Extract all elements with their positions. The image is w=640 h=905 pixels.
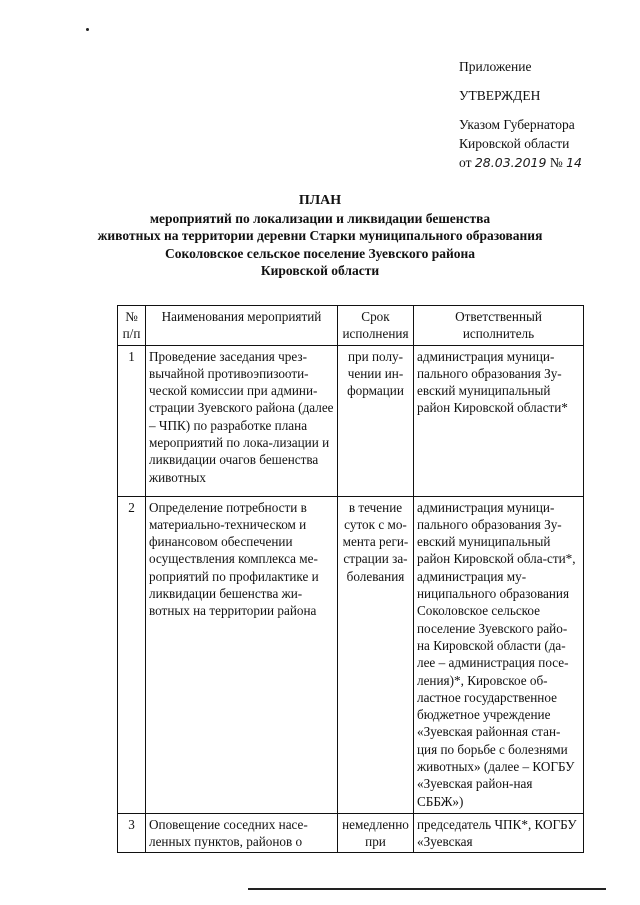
header-name: Наименования мероприятий — [146, 306, 338, 346]
row-measure: Проведение заседания чрез-вычайной противоэпизооти-ческой комиссии при админи-страции Зуевского района (далее – ЧПК) по разработке плана мероприятий по лока-лизации и ликвидации очагов бешенства животных — [146, 345, 338, 496]
header-num-line-2: п/п — [122, 326, 141, 342]
title-line-1: мероприятий по локализации и ликвидации бешенства — [149, 210, 491, 226]
title-line-4: Кировской области — [260, 263, 380, 278]
approved-label: УТВЕРЖДЕН — [459, 88, 541, 103]
table-row — [118, 345, 584, 496]
table-row — [118, 813, 584, 853]
plan-heading: ПЛАН — [298, 193, 342, 208]
header-resp-line-2: исполнитель — [462, 326, 535, 342]
row-measure: Оповещение соседних насе-ленных пунктов, районов о — [146, 813, 338, 853]
row-term: при полу-чении ин-формации — [338, 345, 414, 496]
table-header-row — [118, 306, 584, 346]
row-number: 1 — [118, 345, 146, 496]
measures-table — [117, 305, 584, 853]
header-num-line-1: № — [125, 309, 138, 324]
header-num — [118, 306, 146, 346]
row-responsible: администрация муници-пального образования Зу-евский муниципальный район Кировской обла-сти*, администрация му-ниципального образования Соколовское сельское поселение Зуевского райо-на Кировской области (да-лее – администрация посе-ления)*, Кировское об-ластное государственное бюджетное учреждение «Зуевская районная стан-ция по борьбе с болезнями животных» (далее – КОГБУ «Зуевская район-ная СББЖ») — [414, 496, 584, 813]
header-term-line-1: Срок — [361, 309, 390, 324]
row-number: 3 — [118, 813, 146, 853]
title-line-2: животных на территории деревни Старки муниципального образования — [97, 228, 543, 243]
approval-block — [459, 57, 629, 172]
decree-line-2: Кировской области — [459, 136, 570, 151]
row-term: немедленно при — [338, 813, 414, 853]
scan-speck — [86, 28, 89, 31]
document-title — [97, 192, 543, 280]
number-prefix: № — [549, 155, 563, 170]
header-term — [338, 306, 414, 346]
row-responsible: администрация муници-пального образования Зу-евский муниципальный район Кировской области* — [414, 345, 584, 496]
row-measure: Определение потребности в материально-техническом и финансовом обеспечении осуществления комплекса ме-роприятий по профилактике и ликвидации бешенства жи-вотных на территории района — [146, 496, 338, 813]
appendix-label: Приложение — [459, 59, 532, 74]
handwritten-date: 28.03.2019 — [474, 155, 547, 170]
decree-line-1: Указом Губернатора — [459, 117, 575, 132]
row-term: в течение суток с мо-мента реги-страции за-болевания — [338, 496, 414, 813]
footer-rule — [248, 888, 606, 890]
table-row — [118, 496, 584, 813]
header-responsible — [414, 306, 584, 346]
handwritten-number: 14 — [566, 155, 582, 170]
decree-date-line — [459, 153, 629, 172]
row-responsible: председатель ЧПК*, КОГБУ «Зуевская — [414, 813, 584, 853]
header-resp-line-1: Ответственный — [455, 309, 542, 324]
date-prefix: от — [459, 155, 472, 170]
header-term-line-2: исполнения — [342, 326, 409, 342]
row-number: 2 — [118, 496, 146, 813]
title-line-3: Соколовское сельское поселение Зуевского района — [164, 245, 476, 261]
